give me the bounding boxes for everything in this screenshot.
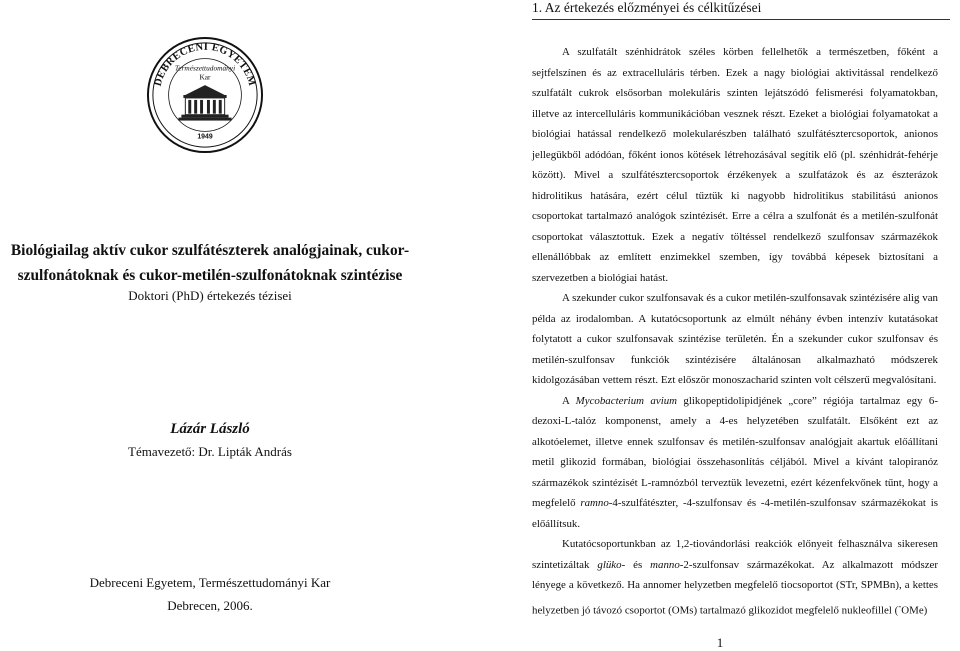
place-and-date: Debrecen, 2006. (167, 598, 253, 613)
paragraph-4-text-c: -2-szulfonsav származékokat. Az alkalmazott módszer lényege a következő. Ha annomer helyzetben megfelelő tiocsoportot (STr, SPMBn), a kettes helyzetben jó távozó csoportot (OMs) tartalmazó glikozidot megfelelő nukleofillel ( (532, 558, 938, 617)
thesis-subtitle: Doktori (PhD) értekezés tézisei (128, 288, 292, 303)
seal-year-text: 1949 (197, 133, 213, 141)
thesis-title-line-1: Biológiailag aktív cukor szulfátészterek analógjainak, cukor- (10, 242, 410, 259)
text-page (480, 0, 960, 651)
paragraph-3-text-e: -4-szulfátészter, -4-szulfonsav és -4-metilén-szulfonsav származékokat is előállítsuk. (532, 497, 938, 530)
seal-kar-text: Kar (199, 72, 211, 82)
paragraph-3-text-b: glikopeptidolipidjének „core” régiója tartalmaz egy 6-dezoxi- (532, 394, 938, 427)
paragraph-4-text-a: Kutatócsoportunkban az 1,2-tiovándorlási reakciók előnyeit felhasználva sikeresen szintetizáltak (532, 538, 938, 571)
thesis-title (0, 238, 420, 288)
paragraph-3-text-a: A (562, 394, 576, 407)
thesis-title-line-2: szulfonátoknak és cukor-metilén-szulfonátoknak szintézise (17, 267, 403, 284)
paragraph-4-text-d: OMe) (901, 604, 928, 617)
gluko-term: glüko- (597, 558, 626, 571)
body-text (532, 42, 938, 621)
paragraph-4 (532, 534, 938, 621)
manno-term: manno (650, 558, 680, 571)
university-seal-logo (146, 36, 264, 154)
supervisor-line: Témavezető: Dr. Lipták András (128, 444, 292, 459)
header-divider (532, 19, 950, 20)
author-name: Lázár László (170, 421, 250, 437)
l-configuration-label: L (564, 415, 572, 427)
paragraph-3-text-c: -talóz komponenst, amely a 4-es helyzetében szulfatált. Elsőként ezt az alkotóelemet, illetve ennek szulfonsav és metilén-szulfonsav analógjait akartuk előállítani metil glikozid formában, biológiai összehasonlítás céljából. Mivel a kívánt talopiranóz származékok szintézisét (532, 415, 938, 489)
paragraph-3 (532, 391, 938, 535)
paragraph-1: A szulfatált szénhidrátok széles körben fellelhetők a természetben, főként a sejtfelszínen és az extracelluláris térben. Ezek a nagy biológiai aktivitással rendelkező szulfatált cukrok elsősorban molekuláris szinten lejátszódó felismerési folyamatokban, illetve az intercelluláris kommunikációban vesznek részt. Ezeket a biológiai folyamatokat a biológiai hatással rendelkező molekularészben található szulfátésztercsoportok, anionos jellegükből adódóan, főként ionos kötések létrehozásával segítik elő (pl. szénhidrát-fehérje között). Mivel a szulfátésztercsoportok érzékenyek a szulfatázok és az észterázok hidrolitikus hatására, ezért célul tűztük ki nagyobb hidrolitikus stabilitású anionos csoportokat tartalmazó analógok szintézisét. Erre a célra a szulfonát és a metilén-szulfonát csoportokat választottuk. Ezek a negatív töltéssel rendelkező szulfonsav származékok ellenállóbbak az említett enzimekkel szemben, így továbbá képesek biztosítani a szervezetben a biológiai hatást. (532, 46, 938, 284)
chapter-header: 1. Az értekezés előzményei és célkitűzései (532, 0, 762, 15)
paragraph-2: A szekunder cukor szulfonsavak és a cukor metilén-szulfonsavak szintézisére alig van példa az irodalomban. A kutatócsoportunk az elmúlt néhány évben intenzív kutatásokat folytatott a cukor szulfonsavak szintézise területén. Én a szekunder cukor szulfonsav és metilén-szulfonsav funkciók szintézisére általánosan alkalmazható módszerek kidolgozásában vettem részt. Ezt először monoszacharid szinten volt célszerű megvalósítani. (532, 292, 938, 386)
seal-university-text: DEBRECENI EGYETEM (152, 41, 258, 88)
page-number: 1 (716, 635, 724, 650)
ramno-term: ramno (580, 497, 609, 509)
institution-name: Debreceni Egyetem, Természettudományi Kar (89, 575, 331, 590)
organism-name: Mycobacterium avium (575, 394, 678, 407)
seal-faculty-text: Természettudományi (174, 63, 236, 73)
l-configuration-label: L (641, 476, 648, 489)
anion-superscript: - (898, 600, 902, 611)
paragraph-4-text-b: és (625, 558, 651, 571)
paragraph-3-text-d: -ramnózból terveztük levezetni, ezért kézenfekvőnek tűnt, hogy a megfelelő (532, 476, 938, 509)
